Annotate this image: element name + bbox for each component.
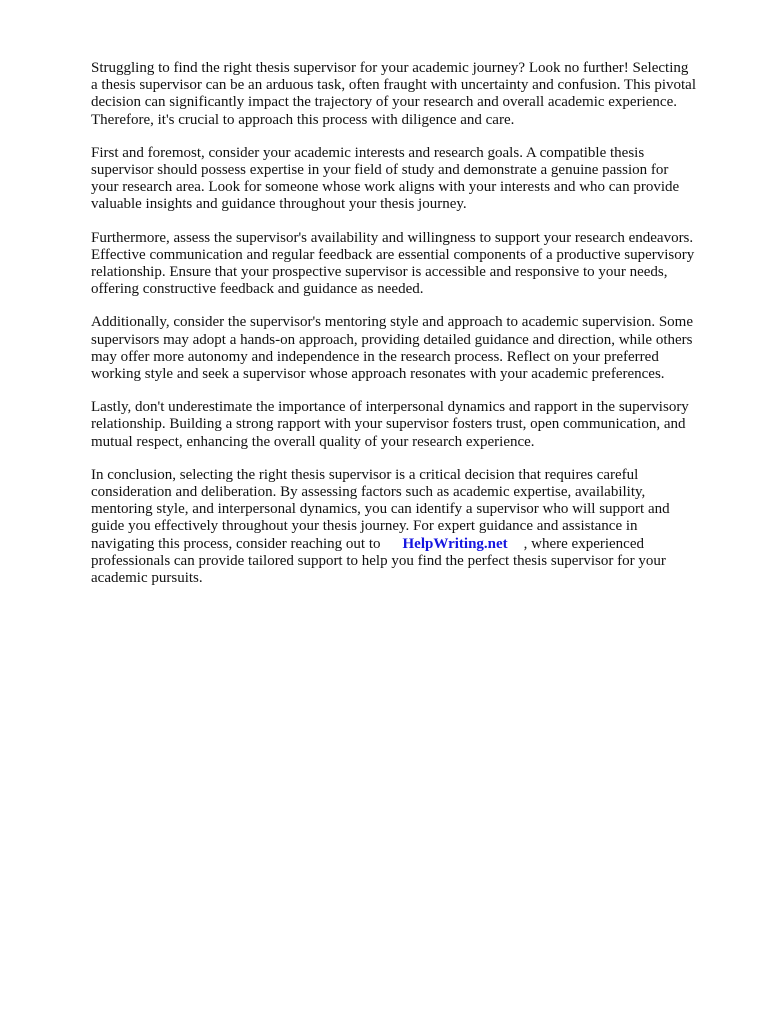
helpwriting-link[interactable]: HelpWriting.net <box>402 535 508 552</box>
paragraph-intro: Struggling to find the right thesis supervisor for your academic journey? Look no further! Selecting a thesis supervisor can be an arduous task, often fraught with uncertainty and confusion. This pivotal decision can significantly impact the trajectory of your research and overall academic experience. Therefore, it's crucial to approach this process with diligence and care. <box>91 60 696 128</box>
paragraph-interests: First and foremost, consider your academic interests and research goals. A compatible thesis supervisor should possess expertise in your field of study and demonstrate a genuine passion for your research area. Look for someone whose work aligns with your interests and who can provide valuable insights and guidance throughout your thesis journey. <box>91 144 680 213</box>
conclusion-text-before-link: In conclusion, selecting the right thesis supervisor is a critical decision that requires careful consideration and deliberation. By assessing factors such as academic expertise, availability, mentoring style, and interpersonal dynamics, you can identify a supervisor who will support and guide you effectively throughout your thesis journey. For expert guidance and assistance in navigating this process, consider reaching out to <box>91 466 670 552</box>
document-body <box>91 60 731 603</box>
paragraph-availability: Furthermore, assess the supervisor's availability and willingness to support your research endeavors. Effective communication and regular feedback are essential components of a productive supervisory relationship. Ensure that your prospective supervisor is accessible and responsive to your needs, offering constructive feedback and guidance as needed. <box>91 229 695 298</box>
paragraph-mentoring: Additionally, consider the supervisor's mentoring style and approach to academic supervision. Some supervisors may adopt a hands-on approach, providing detailed guidance and direction, while others may offer more autonomy and independence in the research process. Reflect on your preferred working style and seek a supervisor whose approach resonates with your academic preferences. <box>91 314 694 383</box>
paragraph-conclusion <box>91 467 731 587</box>
conclusion-text-after-link: , where experienced professionals can provide tailored support to help you find the perfect thesis supervisor for your academic pursuits. <box>91 535 666 587</box>
paragraph-rapport: Lastly, don't underestimate the importance of interpersonal dynamics and rapport in the supervisory relationship. Building a strong rapport with your supervisor fosters trust, open communication, and mutual respect, enhancing the overall quality of your research experience. <box>91 399 689 450</box>
